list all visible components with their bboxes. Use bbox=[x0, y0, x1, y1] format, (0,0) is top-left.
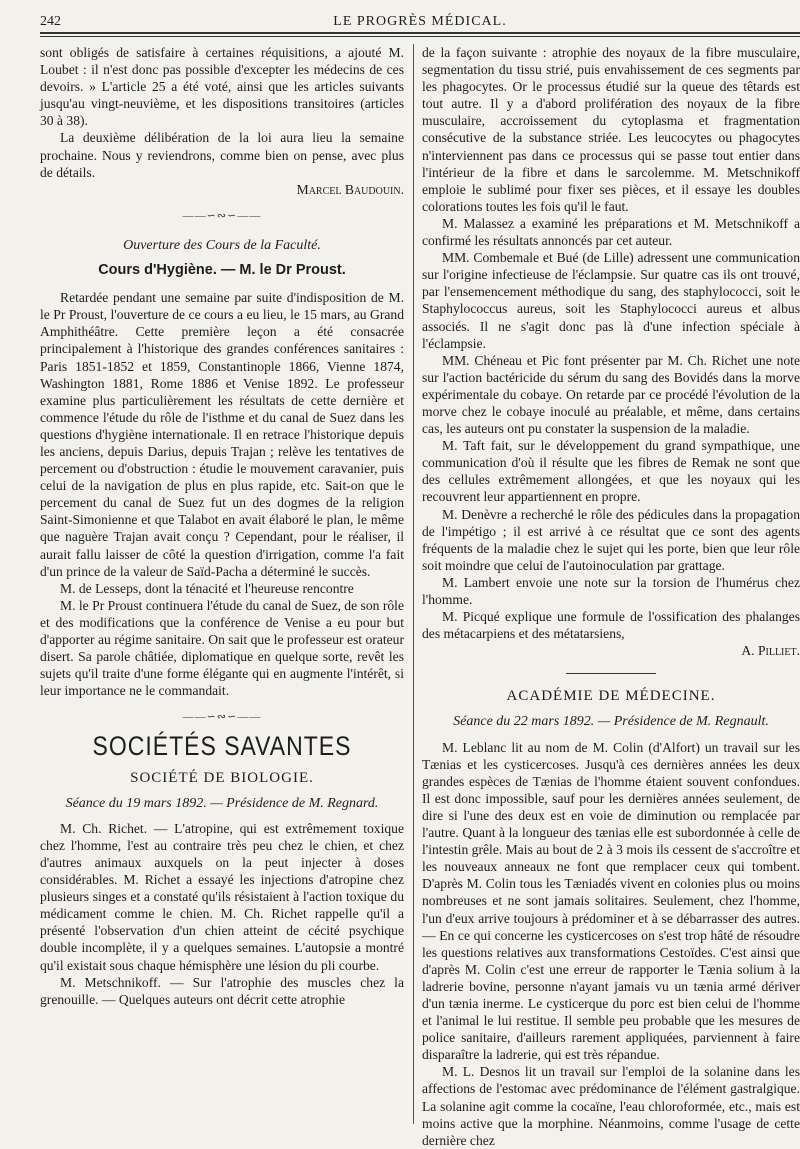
academie-heading: ACADÉMIE DE MÉDECINE. bbox=[506, 688, 716, 705]
societes-savantes-title: SOCIÉTÉS SAVANTES bbox=[92, 731, 352, 762]
section-heading: Ouverture des Cours de la Faculté. bbox=[123, 237, 321, 253]
header-rule-thin bbox=[40, 36, 800, 37]
column-divider bbox=[413, 44, 414, 1124]
paragraph: MM. Chéneau et Pic font présenter par M. Ch. Richet une note sur l'action bactéricide du sérum du sang des Bovidés dans la morve expérimentale du cobaye. On retarde par ce procédé l'évolution de la morve chez le cobaye inoculé au préalable, et même, dans certains cas, les auteurs ont pu constater la suspension de la maladie. bbox=[422, 352, 800, 437]
course-heading: Cours d'Hygiène. — M. le Dr Proust. bbox=[98, 262, 346, 279]
page-header bbox=[40, 12, 800, 34]
right-column bbox=[422, 44, 800, 1149]
paragraph: sont obligés de satisfaire à certaines réquisitions, a ajouté M. Loubet : il n'est donc pas possible d'excepter les médecins de ces devoirs. » L'article 25 a été voté, ainsi que les articles suivants jusqu'au vingt-neuvième, et les dispositions transitoires (articles 30 à 38). bbox=[40, 45, 404, 129]
paragraph: La deuxième délibération de la loi aura lieu la semaine prochaine. Nous y reviendrons, comme bien on pense, avec plus de détails. bbox=[40, 130, 404, 180]
paragraph: MM. Combemale et Bué (de Lille) adressent une communication sur l'origine infectieuse de l'éclampsie. Sur quatre cas ils ont trouvé, par l'ensemencement méthodique du sang, des staphylococci, soit le Staphylococcus aureus, soit les Staphylococci aureus et albus associés. Il ne s'agit donc pas là d'une infection spéciale à l'éclampsie. bbox=[422, 250, 800, 351]
paragraph: M. Metschnikoff. — Sur l'atrophie des muscles chez la grenouille. — Quelques auteurs ont décrit cette atrophie bbox=[40, 974, 404, 1007]
paragraph: M. Taft fait, sur le développement du grand sympathique, une communication d'où il résulte que les fibres de Remak ne sont que des cellules extrêmement allongées, et que les noyaux qui les recouvrent leur appartiennent en propre. bbox=[422, 438, 800, 505]
signature: A. Pilliet. bbox=[741, 643, 800, 659]
left-column bbox=[40, 44, 404, 1008]
paragraph: M. le Pr Proust continuera l'étude du canal de Suez, de son rôle et des modifications que la conférence de Venise a eu pour but d'apporter au régime sanitaire. On sait que le professeur est orateur disert. Sa parole châtiée, diplomatique en quelque sorte, revêt les sujets qu'il traite d'une forme élégante qui en augmente l'intérêt, si leur importance ne le commandait. bbox=[40, 597, 404, 699]
section-separator bbox=[566, 673, 656, 674]
ornament-divider: ——∽∾∽—— bbox=[182, 711, 262, 724]
session-line: Séance du 19 mars 1892. — Présidence de M. Regnard. bbox=[65, 795, 379, 811]
paragraph: M. de Lesseps, dont la ténacité et l'heureuse rencontre bbox=[60, 580, 354, 596]
signature: Marcel Baudouin. bbox=[296, 181, 404, 197]
paragraph: M. Malassez a examiné les préparations et M. Metschnikoff a confirmé les résultats annoncés par cet auteur. bbox=[422, 215, 800, 249]
page-number: 242 bbox=[40, 14, 61, 29]
ornament-divider: ——∽∾∽—— bbox=[182, 209, 262, 222]
journal-title: LE PROGRÈS MÉDICAL. bbox=[333, 14, 507, 29]
paragraph: M. Lambert envoie une note sur la torsion de l'humérus chez l'homme. bbox=[422, 574, 800, 607]
paragraph: M. Denèvre a recherché le rôle des pédicules dans la propagation de l'impétigo ; il est arrivé à ce résultat que ce sont des agents fréquents de la maladie chez le sujet qui les porte, bien que leur rôle soit moindre que celui de l'autoinoculation par grattage. bbox=[422, 506, 800, 573]
paragraph: M. L. Desnos lit un travail sur l'emploi de la solanine dans les affections de l'estomac avec prédominance de l'élément gastralgique. La solanine agit comme la cocaïne, l'eau chloroformée, etc., mais est moins active que la morphine. Néanmoins, comme l'usage de cette dernière chez bbox=[422, 1064, 800, 1148]
paragraph: M. Leblanc lit au nom de M. Colin (d'Alfort) un travail sur les Tænias et les cysticercoses. Jusqu'à ces dernières années les deux grandes espèces de Tænias de l'homme étaient souvent confondues. Il est donc impossible, sauf pour les dernières années seulement, de dire si l'une des deux est en voie de diminution ou remplacée par l'autre. Quant à la longueur des tænias elle est subordonnée à celle de l'intestin grêle. Mais au bout de 2 à 3 mois ils cessent de s'accroître et les nouveaux anneaux ne font que remplacer ceux qui tombent. D'après M. Colin tous les Tæniadés vivent en colonies plus ou moins nombreuses et ne sont jamais solitaires. Seulement, chez l'homme, l'un d'eux arrive toujours à prédominer et à se débarrasser des autres. — En ce qui concerne les cysticercoses on s'est trop hâté de résoudre les questions relatives aux transformations Cestoïdes. C'est ainsi que d'après M. Colin c'est une erreur de rapporter le Tænia solium à la ladrerie bovine, personne n'ayant jamais vu un tænia armé dériver d'un tænia inerme. Le cysticerque du porc est bien celui de l'homme et l'animal le lui restitue. Il semble peu probable que les mesures de police sanitaire, d'ailleurs rarement appliquées, parviennent à faire disparaître la ladrerie, qui est très répandue. bbox=[422, 739, 800, 1063]
paragraph: M. Picqué explique une formule de l'ossification des phalanges des métacarpiens et des métatarsiens, bbox=[422, 609, 800, 642]
paragraph: Retardée pendant une semaine par suite d'indisposition de M. le Pr Proust, l'ouverture de ce cours a eu lieu, le 15 mars, au Grand Amphithéâtre. Cette première leçon a été consacrée principalement à l'historique des grandes conférences sanitaires : Paris 1851-1852 et 1859, Constantinople 1866, Vienne 1874, Washington 1881, Rome 1886 et Venise 1892. Le professeur examine plus particulièrement les résultats de cette dernière et commence l'étude du rôle de l'isthme et du canal de Suez dans les questions d'hygiène internationale. Il en retrace l'historique depuis les anciens, depuis Darius, depuis Trajan ; relève les tentatives de percement ou d'obstruction : étudie le mouvement caravanier, puis celui de la navigation de plus en plus rapide, etc. Sait-on que le percement du canal de Suez fut un des dogmes de la religion Saint-Simonienne et que Talabot en avait élaboré le plan, le même que naguère Trajan avait conçu ? Cependant, pour le réaliser, il aurait fallu laisser de côté la question d'irrigation, comme l'a fait d'un prince de la valeur de Saïd-Pacha a déterminé le succès. bbox=[40, 290, 404, 579]
societe-biologie-heading: SOCIÉTÉ DE BIOLOGIE. bbox=[130, 769, 314, 786]
header-rule bbox=[40, 32, 800, 34]
paragraph: de la façon suivante : atrophie des noyaux de la fibre musculaire, segmentation du tissu strié, puis envahissement de ces segments par les phagocytes. Or le processus étudié sur la queue des têtards est tout autre. Il y a d'abord prolifération des noyaux de la fibre musculaire, accroissement du cytoplasma et fragmentation consécutive de la substance striée. Les leucocytes ou phagocytes n'interviennent pas dans ce processus qui se passe tout entier dans l'intérieur de la fibre et dans le sarcolemme. M. Metschnikoff emploie le sublimé pour fixer ses pièces, et il essaye les doubles colorations toutes les fois qu'il le faut. bbox=[422, 45, 800, 214]
paragraph: M. Ch. Richet. — L'atropine, qui est extrêmement toxique chez l'homme, l'est au contraire très peu chez le chien, et chez d'autres animaux auxquels on la peut injecter à doses considérables. M. Richet a essayé les injections d'atropine chez plusieurs singes et a constaté qu'ils résistaient à l'action toxique du médicament comme le chien. M. Ch. Richet rappelle qu'il a présenté l'observation d'un chien atteint de cécité psychique double incomplète, il y a quelques semaines. L'autopsie a montré qu'il existait sous chaque hémisphère une lésion du pli courbe. bbox=[40, 820, 404, 973]
session-line: Séance du 22 mars 1892. — Présidence de M. Regnault. bbox=[453, 714, 769, 730]
